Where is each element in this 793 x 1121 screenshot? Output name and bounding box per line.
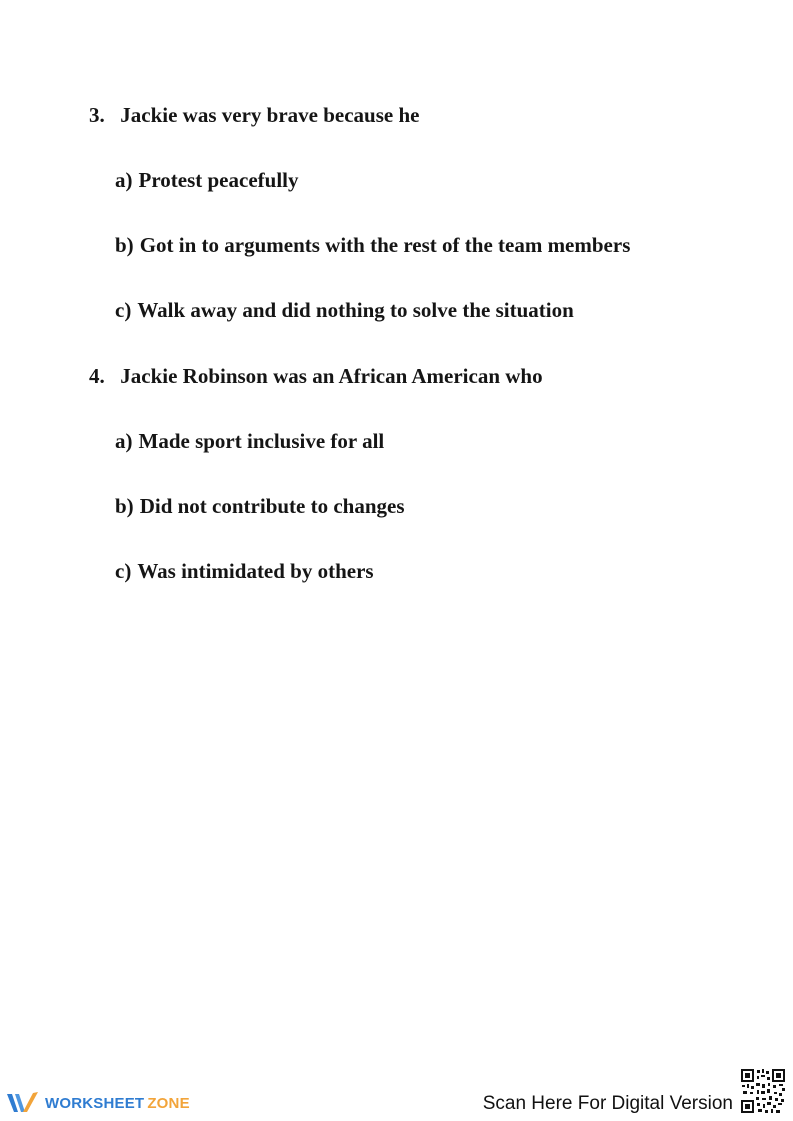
scan-digital-version-text: Scan Here For Digital Version bbox=[482, 1093, 733, 1114]
brand-name-part2: ZONE bbox=[147, 1094, 190, 1112]
option-letter: b) bbox=[115, 233, 134, 257]
option-text: Protest peacefully bbox=[138, 168, 299, 192]
question-3-number: 3. bbox=[89, 103, 105, 127]
option-letter: c) bbox=[115, 298, 132, 322]
option-letter: a) bbox=[115, 429, 133, 453]
question-3-option-b bbox=[115, 232, 630, 258]
question-4 bbox=[89, 363, 543, 389]
brand-name-part1: WORKSHEET bbox=[45, 1094, 145, 1112]
option-letter: b) bbox=[115, 494, 134, 518]
question-4-option-a bbox=[115, 428, 384, 454]
option-text: Did not contribute to changes bbox=[139, 494, 405, 518]
option-letter: c) bbox=[115, 559, 132, 583]
worksheetzone-w-logo-icon bbox=[6, 1091, 40, 1115]
option-text: Walk away and did nothing to solve the situation bbox=[137, 298, 574, 322]
qr-code-icon[interactable] bbox=[740, 1068, 786, 1114]
option-text: Made sport inclusive for all bbox=[138, 429, 385, 453]
question-4-number: 4. bbox=[89, 364, 105, 388]
question-4-option-b bbox=[115, 493, 405, 519]
question-3-option-a bbox=[115, 167, 298, 193]
question-3 bbox=[89, 102, 419, 128]
option-text: Was intimidated by others bbox=[137, 559, 374, 583]
option-letter: a) bbox=[115, 168, 133, 192]
brand-name bbox=[45, 1095, 190, 1112]
question-3-text: Jackie was very brave because he bbox=[120, 103, 420, 127]
question-4-option-c bbox=[115, 558, 374, 584]
worksheetzone-logo[interactable] bbox=[6, 1090, 190, 1116]
question-3-option-c bbox=[115, 297, 574, 323]
option-text: Got in to arguments with the rest of the team members bbox=[139, 233, 631, 257]
question-4-text: Jackie Robinson was an African American who bbox=[120, 364, 543, 388]
